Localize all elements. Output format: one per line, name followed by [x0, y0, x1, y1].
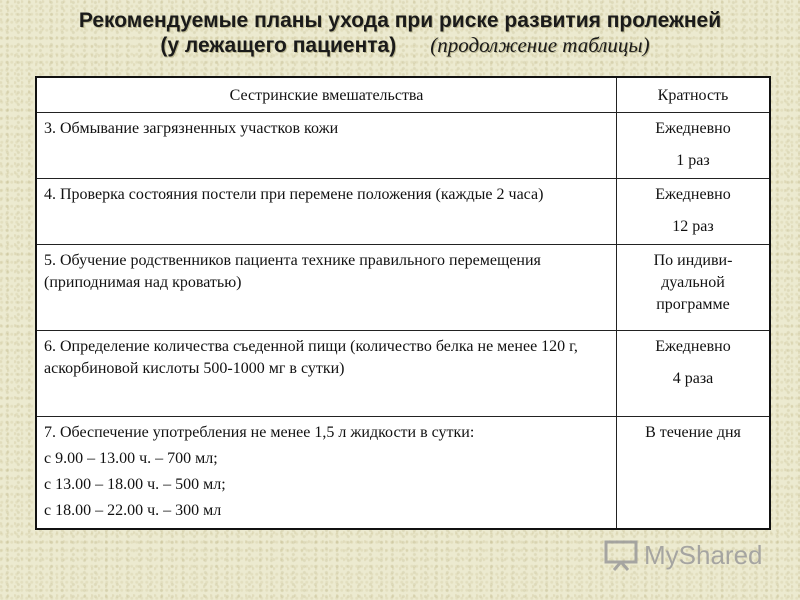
table-row [36, 179, 770, 245]
frequency-cell [617, 331, 771, 417]
frequency-count: 4 раза [672, 370, 714, 387]
intervention-cell: 3. Обмывание загрязненных участков кожи [36, 113, 617, 179]
table-row [36, 113, 770, 179]
schedule-line: с 18.00 – 22.00 ч. – 300 мл [44, 502, 222, 519]
intervention-cell: 6. Определение количества съеденной пищи (количество белка не менее 120 г, аскорбиновой кислоты 500-1000 мг в сутки) [36, 331, 617, 417]
title-line-1: Рекомендуемые планы ухода при риске развития пролежней [78, 9, 722, 32]
title-line-2-wrap [0, 33, 800, 58]
title-subtitle: (продолжение таблицы) [430, 33, 650, 57]
care-plan-table [35, 76, 771, 530]
frequency-main: Ежедневно [655, 120, 731, 137]
table-row [36, 331, 770, 417]
intervention-cell [36, 417, 617, 530]
frequency-cell [617, 417, 771, 530]
frequency-count: 12 раз [672, 218, 714, 235]
frequency-main: По индиви-дуальной программе [653, 252, 733, 313]
intervention-cell: 5. Обучение родственников пациента технике правильного перемещения (приподнимая над кроватью) [36, 245, 617, 331]
slide-title [0, 8, 800, 58]
title-line-2: (у лежащего пациента) [160, 34, 397, 57]
schedule-line: с 13.00 – 18.00 ч. – 500 мл; [44, 476, 226, 493]
column-header-interventions: Сестринские вмешательства [36, 77, 617, 113]
schedule-line: с 9.00 – 13.00 ч. – 700 мл; [44, 450, 218, 467]
presentation-icon [604, 538, 638, 572]
frequency-cell [617, 113, 771, 179]
table-row [36, 245, 770, 331]
frequency-main: Ежедневно [655, 186, 731, 203]
intervention-cell: 4. Проверка состояния постели при перемене положения (каждые 2 часа) [36, 179, 617, 245]
table-row [36, 417, 770, 530]
column-header-frequency: Кратность [617, 77, 771, 113]
frequency-main: Ежедневно [655, 338, 731, 355]
frequency-main: В течение дня [645, 424, 741, 441]
table-header-row [36, 77, 770, 113]
watermark-text: MyShared [644, 539, 763, 570]
frequency-count: 1 раз [676, 152, 710, 169]
frequency-cell [617, 179, 771, 245]
frequency-cell [617, 245, 771, 331]
intervention-text: 7. Обеспечение употребления не менее 1,5 л жидкости в сутки: [44, 424, 475, 441]
watermark-logo [604, 535, 774, 575]
